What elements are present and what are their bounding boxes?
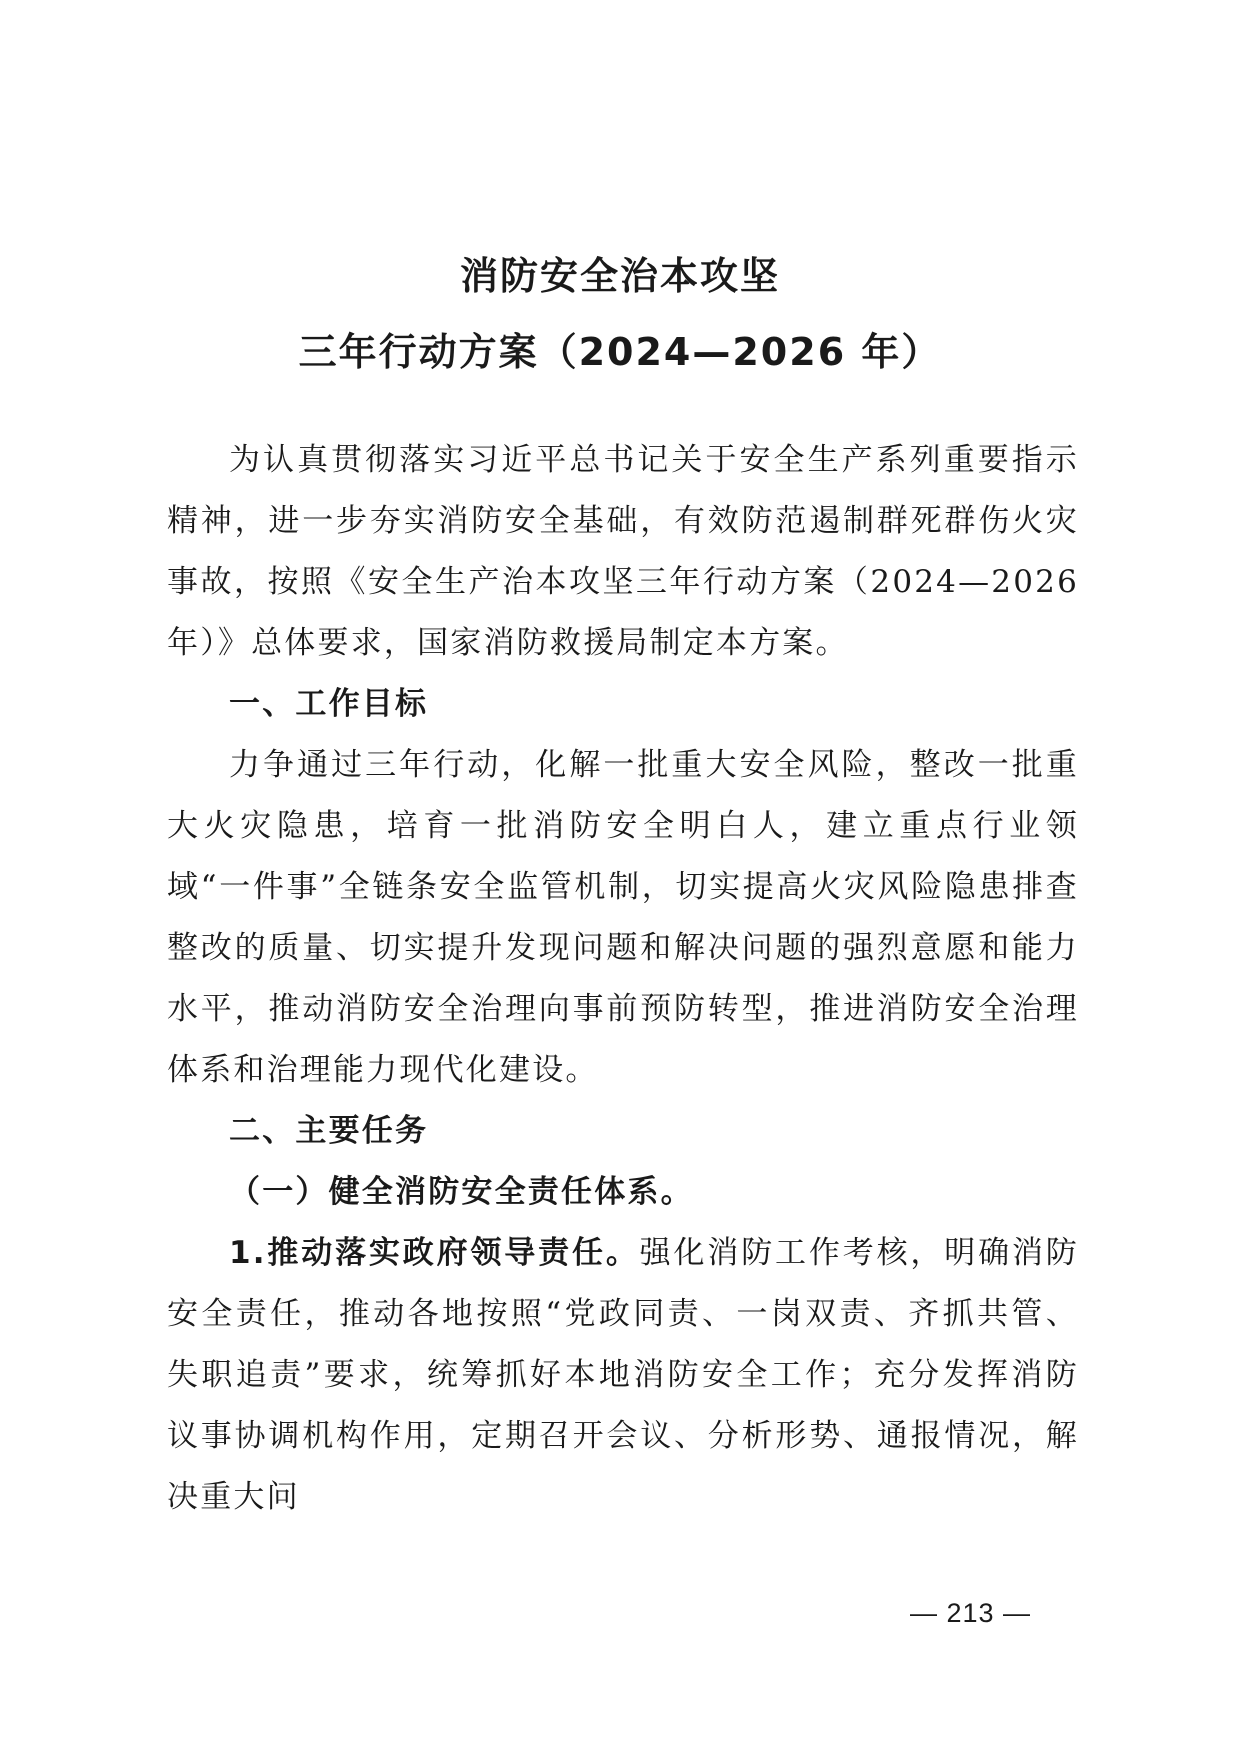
section-heading-goals: 一、工作目标: [229, 686, 429, 722]
subsection-heading-responsibility: （一）健全消防安全责任体系。: [229, 1174, 694, 1210]
item-1-text: 强化消防工作考核，明确消防安全责任，推动各地按照“党政同责、一岗双责、齐抓共管、失职追责”要求，统筹抓好本地消防安全工作；充分发挥消防议事协调机构作用，定期召开会议、分析形势、通报情况，解决重大问: [167, 1235, 1079, 1515]
title-line-1: 消防安全治本攻坚: [459, 254, 780, 298]
item-1-paragraph: [167, 1223, 1079, 1528]
document-title: [0, 248, 1240, 380]
document-body: [167, 430, 1079, 1528]
title-line-2: 三年行动方案（2024—2026 年）: [298, 330, 942, 374]
intro-paragraph: 为认真贯彻落实习近平总书记关于安全生产系列重要指示精神，进一步夯实消防安全基础，有效防范遏制群死群伤火灾事故，按照《安全生产治本攻坚三年行动方案（2024—2026 年）》总体要求，国家消防救援局制定本方案。: [167, 442, 1079, 661]
section-heading-tasks: 二、主要任务: [229, 1113, 429, 1149]
page-number: — 213 —: [910, 1598, 1032, 1628]
goals-paragraph: 力争通过三年行动，化解一批重大安全风险，整改一批重大火灾隐患，培育一批消防安全明白人，建立重点行业领域“一件事”全链条安全监管机制，切实提高火灾风险隐患排查整改的质量、切实提升发现问题和解决问题的强烈意愿和能力水平，推动消防安全治理向事前预防转型，推进消防安全治理体系和治理能力现代化建设。: [167, 747, 1079, 1088]
item-1-lead: 1.推动落实政府领导责任。: [229, 1235, 640, 1271]
